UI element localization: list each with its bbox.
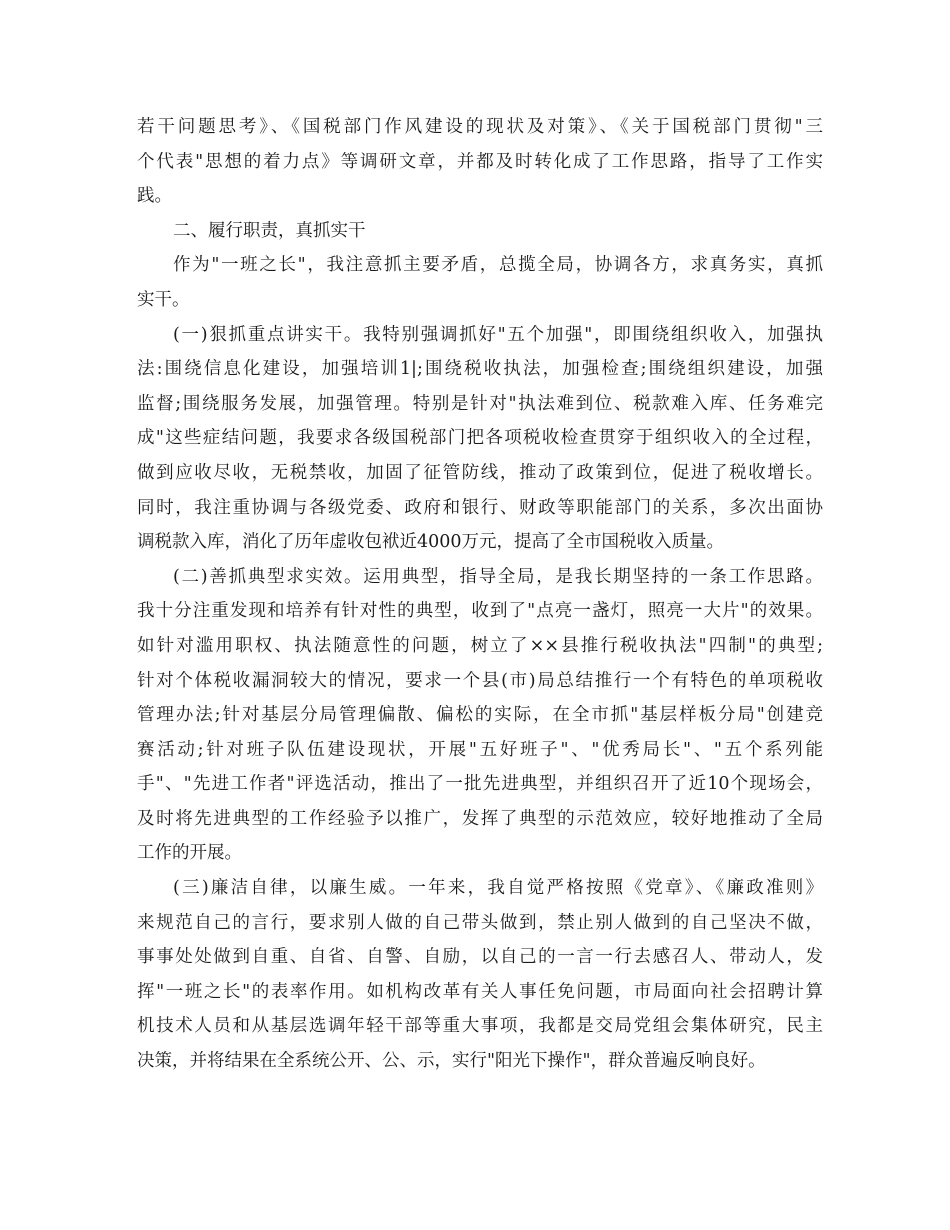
text-line: 实干。 (137, 289, 190, 310)
text-line: 赛活动;针对班子队伍建设现状，开展"五好班子"、"优秀局长"、"五个系列能 (137, 739, 823, 760)
text-line: 手"、"先进工作者"评选活动，推出了一批先进典型，并组织召开了近10个现场会， (137, 774, 823, 795)
text-line: (二)善抓典型求实效。运用典型，指导全局，是我长期坚持的一条工作思路。 (173, 566, 823, 587)
text-line: 个代表"思想的着力点》等调研文章，并都及时转化成了工作思路，指导了工作实 (137, 151, 823, 172)
text-line: 若干问题思考》、《国税部门作风建设的现状及对策》、《关于国税部门贯彻"三 (137, 117, 823, 137)
text-line: 成"这些症结问题，我要求各级国税部门把各项税收检查贯穿于组织收入的全过程， (137, 428, 823, 449)
text-line: 作为"一班之长"，我注意抓主要矛盾，总揽全局，协调各方，求真务实，真抓 (173, 255, 823, 276)
text-line: 决策，并将结果在全系统公开、公、示，实行"阳光下操作"，群众普遍反响良好。 (137, 1051, 766, 1072)
text-line: 做到应收尽收，无税禁收，加固了征管防线，推动了政策到位，促进了税收增长。 (137, 462, 823, 483)
text-line: 机技术人员和从基层选调年轻干部等重大事项，我都是交局党组会集体研究，民主 (137, 1016, 823, 1037)
text-line: 事事处处做到自重、自省、自警、自励，以自己的一言一行去感召人、带动人，发 (137, 947, 823, 968)
text-line: 及时将先进典型的工作经验予以推广，发挥了典型的示范效应，较好地推动了全局 (137, 808, 823, 829)
text-line: 挥"一班之长"的表率作用。如机构改革有关人事任免问题，市局面向社会招聘计算 (137, 981, 823, 1002)
text-line: 法:围绕信息化建设，加强培训1|;围绕税收执法，加强检查;围绕组织建设，加强 (137, 359, 823, 380)
text-line: 我十分注重发现和培养有针对性的典型，收到了"点亮一盏灯，照亮一大片"的效果。 (137, 601, 823, 622)
text-line: 针对个体税收漏洞较大的情况，要求一个县(市)局总结推行一个有特色的单项税收 (137, 670, 823, 691)
text-line: 工作的开展。 (137, 843, 242, 864)
section-heading: 二、履行职责，真抓实干 (173, 220, 366, 241)
text-line: 监督;围绕服务发展，加强管理。特别是针对"执法难到位、税款难入库、任务难完 (137, 393, 823, 414)
text-line: 来规范自己的言行，要求别人做的自己带头做到，禁止别人做到的自己坚决不做， (137, 912, 823, 933)
text-line: (三)廉洁自律，以廉生威。一年来，我自觉严格按照《党章》、《廉政准则》 (173, 878, 823, 899)
document-body (137, 110, 823, 1079)
text-line: 践。 (137, 186, 172, 207)
text-line: 调税款入库，消化了历年虚收包袱近4000万元，提高了全市国税收入质量。 (137, 532, 725, 553)
text-line: 同时，我注重协调与各级党委、政府和银行、财政等职能部门的关系，多次出面协 (137, 497, 823, 518)
text-line: 管理办法;针对基层分局管理偏散、偏松的实际，在全市抓"基层样板分局"创建竞 (137, 705, 823, 726)
text-line: 如针对滥用职权、执法随意性的问题，树立了××县推行税收执法"四制"的典型; (137, 635, 823, 656)
text-line: (一)狠抓重点讲实干。我特别强调抓好"五个加强"，即围绕组织收入，加强执 (173, 324, 823, 345)
